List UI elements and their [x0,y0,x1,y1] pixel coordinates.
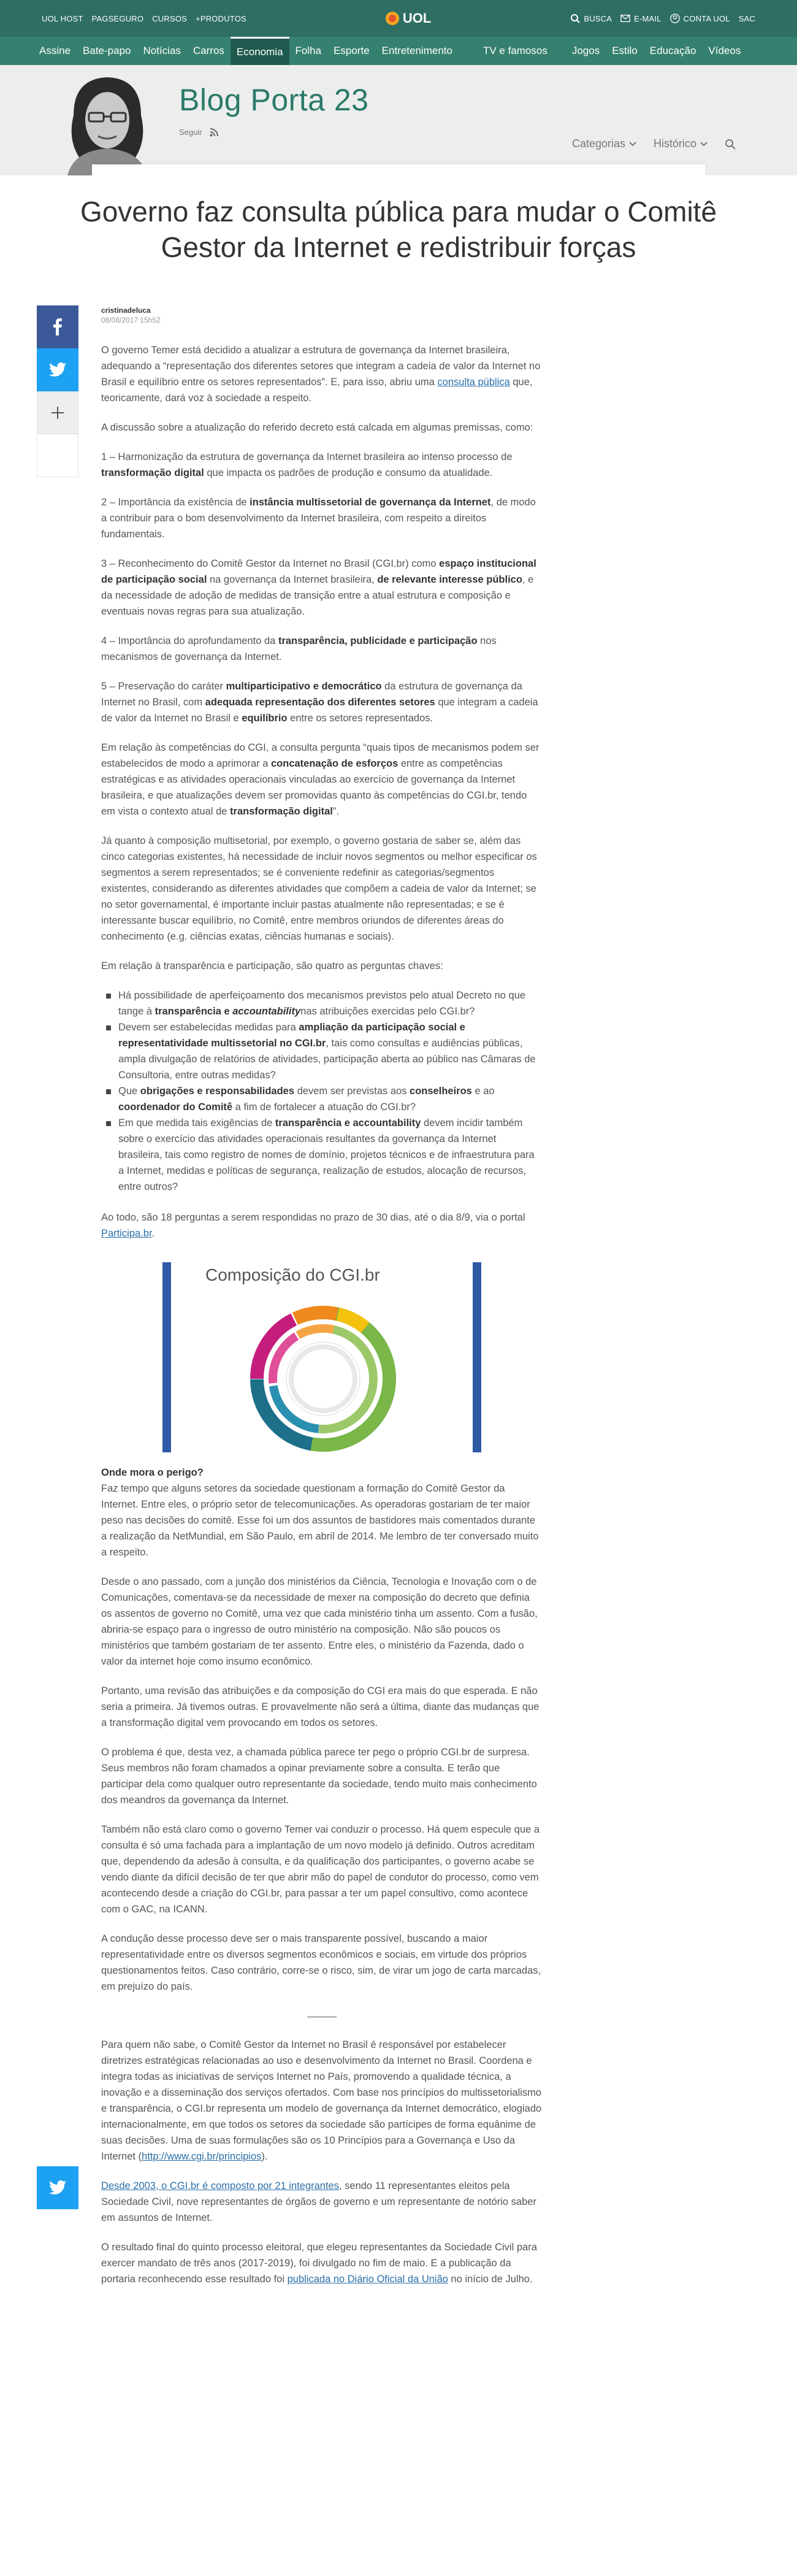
twitter-icon [49,2180,66,2195]
blog-title[interactable]: Blog Porta 23 [179,83,369,117]
main-nav [0,37,797,65]
uol-host-link[interactable]: UOL HOST [42,13,83,23]
author-portrait-image [55,72,159,175]
paragraph: Desde 2003, o CGI.br é composto por 21 integrantes, sendo 11 representantes eleitos pela Sociedade Civil, nove representantes de órgãos de governo e um representante de notório saber em assuntos de Internet. [101,2180,536,2223]
paragraph: Em relação às competências do CGI, a consulta pergunta “quais tipos de mecanismos podem ser estabelecidos de modo a aprimorar a concatenação de esforços entre as competências estratégicas e as atividades operacionais vinculadas ao exercício de governança da Internet brasileira, e que atualizações devem ser promovidas quanto às competências do CGI.br, tendo em vista o contexto atual de transformação digital”. [101,742,540,817]
twitter-share-button-bottom[interactable] [37,2166,78,2209]
paragraph: O problema é que, desta vez, a chamada pública parece ter pego o próprio CGI.br de surpresa. Seus membros não foram chamados a opinar previamente sobre a consulta. E terão que participar dela como qualquer outro representante da sociedade, tendo muito mais conhecimento dos meandros da governança da Internet. [101,1747,537,1806]
paragraph: A condução desse processo deve ser o mais transparente possível, buscando a maior representatividade entre os diversos segmentos econômicos e sociais, em virtude dos próprios questionamentos feitos. Caso contrário, corre-se o risco, sim, de virar um jogo de carta marcadas, em prejuízo do país. [101,1933,541,1992]
sub-heading: Onde mora o perigo? [101,1467,204,1478]
nav-item-bate-papo[interactable]: Bate-papo [83,45,131,56]
header-content-edge [92,164,705,175]
categorias-label: Categorias [571,137,625,150]
nav-item-carros[interactable]: Carros [193,45,224,56]
nav-item-educacao[interactable]: Educação [649,45,696,56]
article-title-line-1: Governo faz consulta pública para mudar o Comitê [80,196,717,228]
chevron-down-icon [700,142,707,147]
consulta-publica-link[interactable]: consulta pública [437,377,510,388]
participa-br-link[interactable]: Participa.br [101,1228,152,1239]
nav-item-esporte[interactable]: Esporte [334,45,370,56]
paragraph: Onde mora o perigo? Faz tempo que alguns setores da sociedade questionam a formação do Comitê Gestor da Internet. Entre eles, o próprio setor de telecomunicações. As operadoras gostariam de ter maior peso nas decisões do comitê. Esse foi um dos assuntos de bastidores mais comentados durante a realização da NetMundial, em São Paulo, em abril de 2014. Me lembro de ter conversado muito a respeito. [101,1467,539,1558]
mail-icon [620,13,630,23]
top-bar [0,0,797,37]
list-item: Há possibilidade de aperfeiçoamento dos mecanismos previstos pelo atual Decreto no que tange à transparência e accountabilitynas atribuições exercidas pelo CGI.br? [115,987,543,1019]
desde-2003-link[interactable]: Desde 2003, o CGI.br é composto por 21 integrantes [101,2180,339,2191]
article-body [101,305,543,2301]
twitter-share-button[interactable] [37,348,78,391]
follow-block [179,128,218,137]
search-icon[interactable] [725,139,736,150]
list-item: Devem ser estabelecidas medidas para ampliação da participação social e representatividade multissetorial no CGI.br, tais como consultas e audiências públicas, ampla divulgação de relatórios de atividades, participação aberta ao público nas Câmaras de Consultoria, entre outras medidas? [115,1019,543,1083]
paragraph: Já quanto à composição multisetorial, por exemplo, o governo gostaria de saber se, além das cinco categorias existentes, há necessidade de incluir novos segmentos ou melhor especificar os segmentos a serem representados; se é conveniente redefinir as categorias/segmentos existentes, considerando as diferentes atividades que compõem a cadeia de valor da Internet; se no setor governamental, é importante incluir pastas atualmente não representadas; e se é interessante buscar equilíbrio, no Comitê, entre membros oriundos de diferentes áreas do conhecimento (e.g. ciências exatas, ciências humanas e sociais). [101,835,537,942]
blog-header-menu [572,137,736,150]
user-icon [670,13,680,23]
top-bar-right-links [570,13,755,23]
questions-list [115,987,543,1195]
nav-item-folha[interactable]: Folha [295,45,322,56]
uol-logo-icon [386,12,399,25]
categorias-dropdown[interactable] [572,137,636,150]
article-title-line-2: Gestor da Internet e redistribuir forças [161,231,636,263]
figure-title: Composição do CGI.br [205,1265,380,1284]
paragraph: A discussão sobre a atualização do referido decreto está calcada em algumas premissas, como: [101,422,533,433]
diario-oficial-link[interactable]: publicada no Diário Oficial da União [287,2274,448,2285]
search-link-label: BUSCA [584,13,612,23]
search-link[interactable] [570,13,612,23]
list-item: Que obrigações e responsabilidades devem ser previstas aos conselheiros e ao coordenador do Comitê a fim de fortalecer a atuação do CGI.br? [115,1083,543,1115]
paragraph: Para quem não sabe, o Comitê Gestor da Internet no Brasil é responsável por estabelecer diretrizes estratégicas relacionadas ao uso e desenvolvimento da Internet no Brasil. Coordena e integra todas as iniciativas de serviços Internet no País, promovendo a qualidade técnica, a inovação e a disseminação dos serviços ofertados. Com base nos princípios do multissetorialismo e transparência, o CGI.br representa um modelo de governança da Internet democrático, elogiado internacionalmente, em que todos os setores da sociedade são partícipes de forma equânime de suas decisões. Uma de suas formulações são os 10 Princípios para a Governança e Uso da Internet (http://www.cgi.br/principios). [101,2039,542,2162]
paragraph: 2 – Importância da existência de instância multissetorial de governança da Internet, de modo a contribuir para o bom desenvolvimento da Internet brasileira, com respeito a direitos fundamentais. [101,497,536,540]
sac-link[interactable]: SAC [738,13,755,23]
twitter-icon [49,362,66,377]
facebook-share-button[interactable] [37,305,78,348]
email-link-label: E-MAIL [634,13,662,23]
cgi-composition-donut [162,1262,481,1452]
author-name[interactable]: cristinadeluca [101,306,151,315]
facebook-icon [53,318,63,335]
historico-label: Histórico [653,137,696,150]
uol-logo[interactable] [386,10,431,26]
share-bar-spacer [37,434,78,477]
nav-item-entretenimento[interactable]: Entretenimento [381,45,452,56]
chevron-down-icon [629,142,636,147]
plus-icon [51,406,64,420]
paragraph: O governo Temer está decidido a atualizar a estrutura de governança da Internet brasileira, adequando a “representação dos diferentes setores que integram a cadeia de valor da Internet no Brasil e equilíbrio entre os setores representados”. E, para isso, abriu uma consulta pública que, teoricamente, dará voz à sociedade a respeito. [101,345,541,404]
account-link-label: CONTA UOL [683,13,730,23]
email-link[interactable] [620,13,662,23]
search-icon [570,13,580,23]
uol-logo-text: UOL [402,10,432,26]
paragraph: Em relação à transparência e participação, são quatro as perguntas chaves: [101,960,443,972]
nav-item-jogos[interactable]: Jogos [571,45,600,56]
historico-dropdown[interactable] [654,137,707,150]
author-avatar [55,72,159,175]
paragraph: 3 – Reconhecimento do Comitê Gestor da Internet no Brasil (CGI.br) como espaço institucional de participação social na governança da Internet brasileira, de relevante interesse público, e da necessidade de adoção de medidas de transição entre a atual estrutura e composição e eventuais novas regras para sua atualização. [101,558,536,617]
nav-item-tv-e-famosos[interactable]: TV e famosos [482,45,547,56]
pagseguro-link[interactable]: PAGSEGURO [91,13,144,23]
blog-header [0,65,797,175]
share-bar [37,305,78,477]
follow-label: Seguir [179,128,202,137]
nav-item-assine[interactable]: Assine [39,45,71,56]
nav-item-estilo[interactable]: Estilo [612,45,638,56]
cgi-composition-figure [162,1262,481,1452]
mais-produtos-link[interactable]: +PRODUTOS [196,13,246,23]
rss-icon[interactable] [210,128,218,137]
nav-item-economia[interactable]: Economia [231,37,289,65]
cgi-principios-link[interactable]: http://www.cgi.br/principios [142,2151,262,2162]
nav-item-noticias[interactable]: Notícias [143,45,181,56]
share-bar-bottom [37,2166,78,2209]
publish-date: 08/08/2017 15h52 [101,316,161,324]
account-link[interactable] [670,13,730,23]
nav-item-videos[interactable]: Vídeos [708,45,741,56]
paragraph: 1 – Harmonização da estrutura de governança da Internet brasileira ao intenso processo de transformação digital que impacta os padrões de produção e consumo da atualidade. [101,451,513,478]
cursos-link[interactable]: CURSOS [152,13,188,23]
paragraph: 5 – Preservação do caráter multiparticipativo e democrático da estrutura de governança da Internet no Brasil, com adequada representação dos diferentes setores que integram a cadeia de valor da Internet no Brasil e equilíbrio entre os setores representados. [101,681,538,724]
paragraph: Desde o ano passado, com a junção dos ministérios da Ciência, Tecnologia e Inovação com o de Comunicações, comentava-se da necessidade de mexer na composição do decreto que definia os assentos de governo no Comitê, uma vez que cada ministério tinha um assento. Com a fusão, abriria-se espaço para o ingresso de outro ministério na composição. Não são poucos os ministérios que também gostariam de ter assento. Entre eles, o ministério da Fazenda, dado o valor da internet hoje como insumo econômico. [101,1576,538,1667]
paragraph: Também não está claro como o governo Temer vai conduzir o processo. Há quem especule que a consulta é só uma fachada para a implantação de um novo modelo já definido. Outros acreditam que, dependendo da adesão à consulta, e da qualificação dos participantes, o governo acabe se vendo diante da difícil decisão de ter que abrir mão do papel de condutor do processo, como vem acontecendo desde a criação do CGI.br, para passar a ter um papel consultivo, como acontece com o GAC, na ICANN. [101,1824,540,1915]
paragraph: O resultado final do quinto processo eleitoral, que elegeu representantes da Sociedade Civil para exercer mandato de três anos (2017-2019), foi divulgado no fim de maio. E a publicação da portaria reconhecendo esse resultado foi publicada no Diário Oficial da União no início de Julho. [101,2242,537,2285]
more-share-button[interactable] [37,391,78,434]
top-bar-left-links [42,14,246,23]
list-item: Em que medida tais exigências de transparência e accountability devem incidir também sobre o exercício das atividades operacionais resultantes da governança da Internet brasileira, tais como registro de nomes de domínio, projetos técnicos e de infraestrutura para a Internet, medidas e políticas de segurança, realização de estudos, alocação de recursos, entre outros? [115,1115,543,1195]
paragraph: 4 – Importância do aprofundamento da transparência, publicidade e participação nos mecanismos de governança da Internet. [101,635,497,662]
paragraph: Portanto, uma revisão das atribuições e da composição do CGI era mais do que esperada. E não seria a primeira. Já tivemos outras. E provavelmente não será a última, diante das mudanças que a transformação digital vem provocando em todos os setores. [101,1685,540,1728]
paragraph: Ao todo, são 18 perguntas a serem respondidas no prazo de 30 dias, até o dia 8/9, via o portal Participa.br. [101,1212,525,1239]
article-title [0,175,797,265]
